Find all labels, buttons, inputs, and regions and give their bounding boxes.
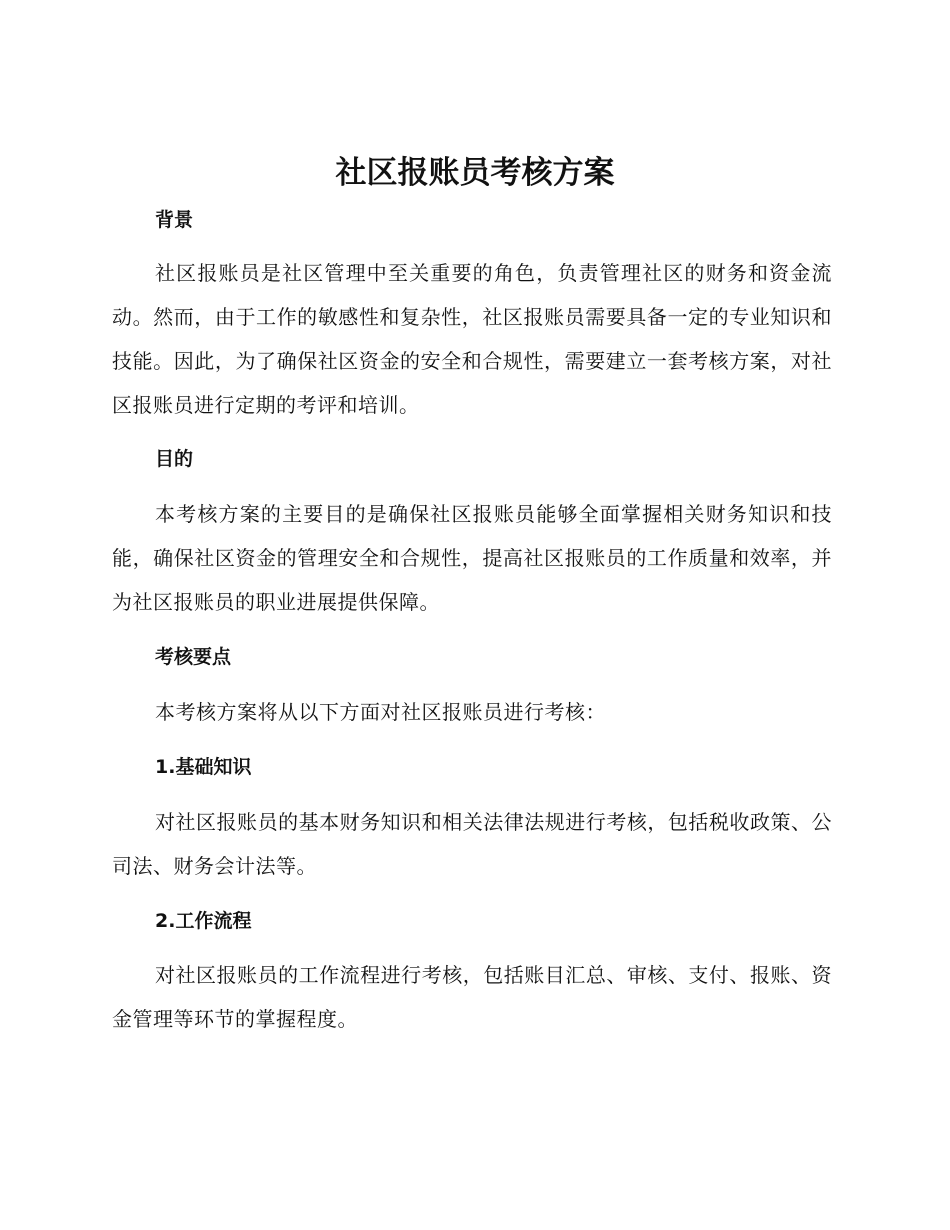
- section-heading-goal: 目的: [155, 448, 194, 470]
- paragraph-background: 社区报账员是社区管理中至关重要的角色，负责管理社区的财务和资金流动。然而，由于工作的敏感性和复杂性，社区报账员需要具备一定的专业知识和技能。因此，为了确保社区资金的安全和合规性，需要建立一套考核方案，对社区报账员进行定期的考评和培训。: [112, 261, 832, 417]
- document-body: [112, 200, 832, 1041]
- section-heading-key-points: 考核要点: [155, 646, 232, 668]
- section-heading-background: 背景: [155, 209, 194, 231]
- paragraph-goal: 本考核方案的主要目的是确保社区报账员能够全面掌握相关财务知识和技能，确保社区资金的管理安全和合规性，提高社区报账员的工作质量和效率，并为社区报账员的职业进展提供保障。: [112, 502, 832, 614]
- section-heading-workflow: 2.工作流程: [155, 910, 252, 932]
- paragraph-basic-knowledge: 对社区报账员的基本财务知识和相关法律法规进行考核，包括税收政策、公司法、财务会计法等。: [112, 810, 832, 878]
- paragraph-workflow: 对社区报账员的工作流程进行考核，包括账目汇总、审核、支付、报账、资金管理等环节的掌握程度。: [112, 963, 832, 1031]
- section-heading-basic-knowledge: 1.基础知识: [155, 756, 252, 778]
- document-title: 社区报账员考核方案: [335, 155, 615, 191]
- paragraph-key-points: 本考核方案将从以下方面对社区报账员进行考核：: [155, 700, 606, 724]
